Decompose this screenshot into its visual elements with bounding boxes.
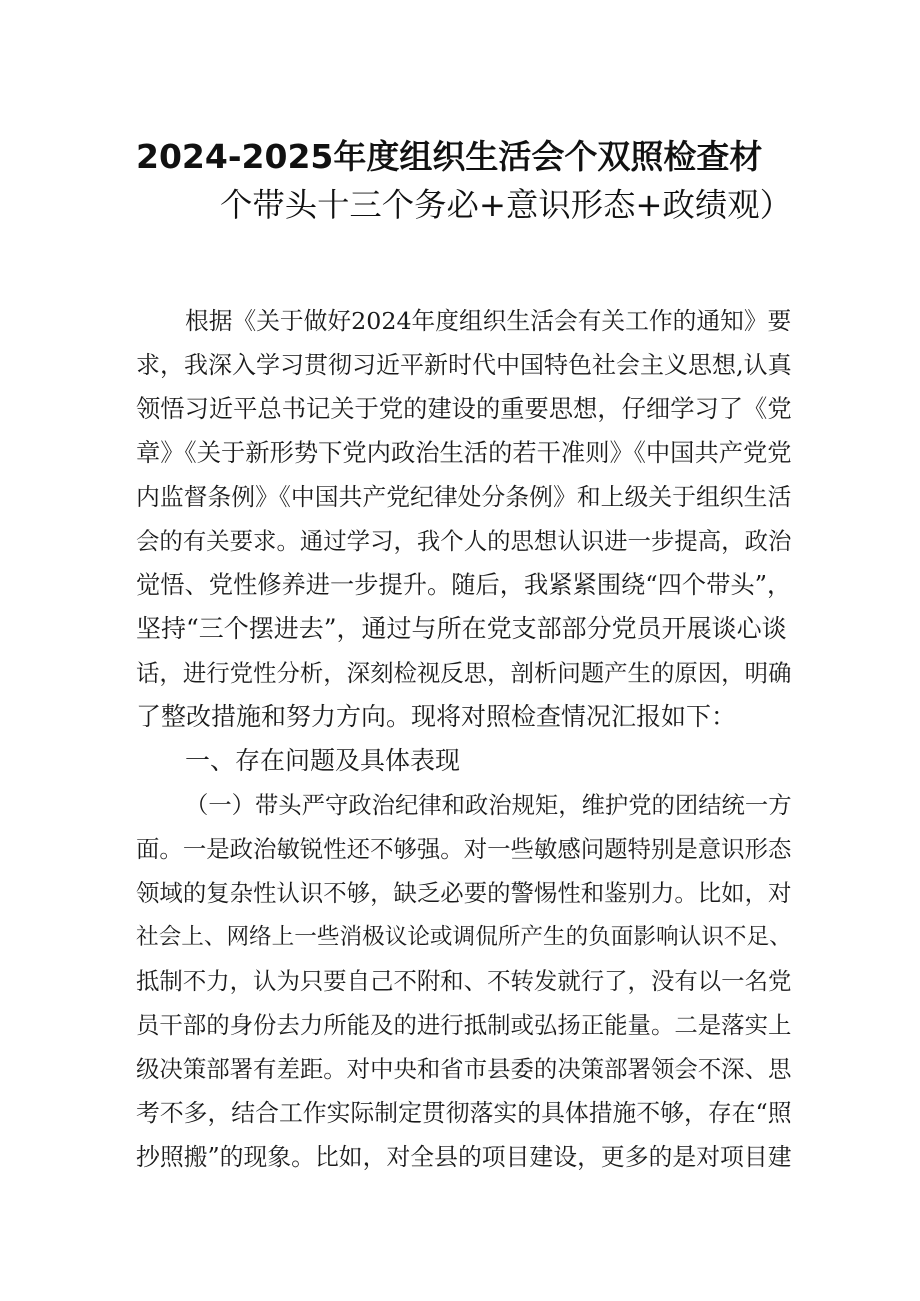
paragraph-line: 领域的复杂性认识不够，缺乏必要的警惕性和鉴别力。比如，对 xyxy=(136,879,792,907)
paragraph-line: 面。一是政治敏锐性还不够强。对一些敏感问题特别是意识形态 xyxy=(136,835,792,863)
paragraph-line: 坚持“三个摆进去”，通过与所在党支部部分党员开展谈心谈 xyxy=(136,614,787,643)
paragraph-line: 抵制不力，认为只要自己不附和、不转发就行了，没有以一名党 xyxy=(136,967,792,995)
document-title-line-1: 2024-2025年度组织生活会个双照检查材 xyxy=(136,137,763,176)
paragraph-line: 抄照搬”的现象。比如，对全县的项目建设，更多的是对项目建 xyxy=(136,1143,792,1171)
paragraph-line: 内监督条例》《中国共产党纪律处分条例》和上级关于组织生活 xyxy=(136,483,792,511)
paragraph-line: 求，我深入学习贯彻习近平新时代中国特色社会主义思想,认真 xyxy=(136,351,792,379)
section-heading: 一、存在问题及具体表现 xyxy=(185,746,461,775)
paragraph-line: 话，进行党性分析，深刻检视反思，剖析问题产生的原因，明确 xyxy=(136,659,792,687)
paragraph-line: 考不多，结合工作实际制定贯彻落实的具体措施不够，存在“照 xyxy=(136,1099,792,1127)
paragraph-line: 根据《关于做好2024年度组织生活会有关工作的通知》要 xyxy=(185,307,792,335)
paragraph-line: 级决策部署有差距。对中央和省市县委的决策部署领会不深、思 xyxy=(136,1055,792,1083)
paragraph-line: 章》《关于新形势下党内政治生活的若干准则》《中国共产党党 xyxy=(136,438,792,467)
paragraph-line: （一）带头严守政治纪律和政治规矩，维护党的团结统一方 xyxy=(185,791,792,819)
document-title-line-2: 个带头十三个务必+意识形态+政绩观） xyxy=(220,186,792,224)
paragraph-line: 觉悟、党性修养进一步提升。随后，我紧紧围绕“四个带头”， xyxy=(136,570,792,599)
paragraph-line: 社会上、网络上一些消极议论或调侃所产生的负面影响认识不足、 xyxy=(136,924,792,950)
paragraph-line: 会的有关要求。通过学习，我个人的思想认识进一步提高，政治 xyxy=(136,527,792,555)
paragraph-line: 了整改措施和努力方向。现将对照检查情况汇报如下： xyxy=(136,702,737,731)
paragraph-line: 领悟习近平总书记关于党的建设的重要思想，仔细学习了《党 xyxy=(136,394,792,423)
paragraph-line: 员干部的身份去力所能及的进行抵制或弘扬正能量。二是落实上 xyxy=(136,1011,792,1039)
